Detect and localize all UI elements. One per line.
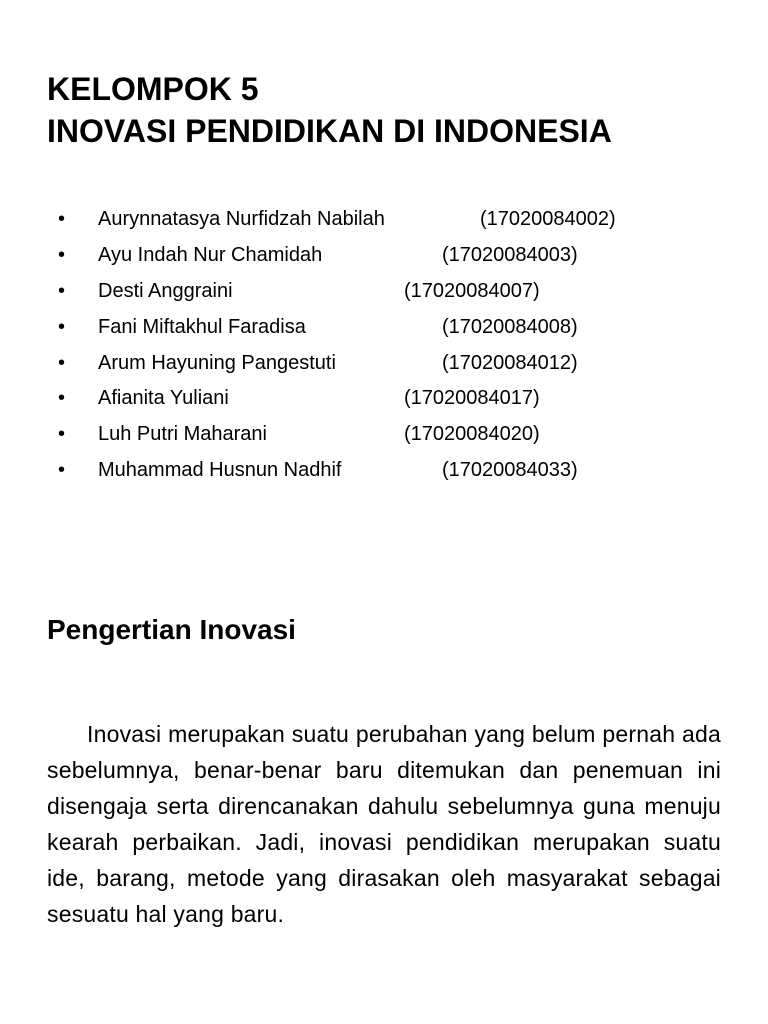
bullet-icon: • <box>58 387 66 410</box>
member-name: Aurynnatasya Nurfidzah Nabilah <box>98 208 385 230</box>
member-id: (17020084007) <box>404 279 540 302</box>
member-name: Arum Hayuning Pangestuti <box>98 351 336 374</box>
member-id: (17020084012) <box>442 351 578 374</box>
bullet-icon: • <box>58 243 66 266</box>
member-name: Afianita Yuliani <box>98 387 229 410</box>
member-id: (17020084033) <box>442 459 578 482</box>
member-name: Ayu Indah Nur Chamidah <box>98 243 323 266</box>
bullet-icon: • <box>58 423 66 446</box>
definition-paragraph: Inovasi merupakan suatu perubahan yang belum pernah ada sebelumnya, benar-benar baru ditemukan dan penemuan ini disengaja serta direncanakan dahulu sebelumnya guna menuju kearah perbaikan. Jadi, inovasi pendidikan merupakan suatu ide, barang, metode yang dirasakan oleh masyarakat sebagai sesuatu hal yang baru. <box>47 721 721 927</box>
member-name: Luh Putri Maharani <box>98 423 267 446</box>
member-id: (17020084017) <box>404 387 540 410</box>
bullet-icon: • <box>58 279 66 302</box>
member-id: (17020084008) <box>442 315 578 338</box>
bullet-icon: • <box>58 208 66 230</box>
title-line-topic: INOVASI PENDIDIKAN DI INDONESIA <box>47 113 612 149</box>
member-id: (17020084002) <box>480 208 616 230</box>
member-id: (17020084003) <box>442 243 578 266</box>
title-line-group: KELOMPOK 5 <box>47 71 259 107</box>
bullet-icon: • <box>58 315 66 338</box>
page-title <box>47 68 612 152</box>
bullet-icon: • <box>58 459 66 482</box>
member-name: Fani Miftakhul Faradisa <box>98 315 306 338</box>
member-name: Desti Anggraini <box>98 279 233 302</box>
section-heading: Pengertian Inovasi <box>47 614 296 645</box>
member-name: Muhammad Husnun Nadhif <box>98 459 342 482</box>
bullet-icon: • <box>58 351 66 374</box>
member-id: (17020084020) <box>404 423 540 446</box>
